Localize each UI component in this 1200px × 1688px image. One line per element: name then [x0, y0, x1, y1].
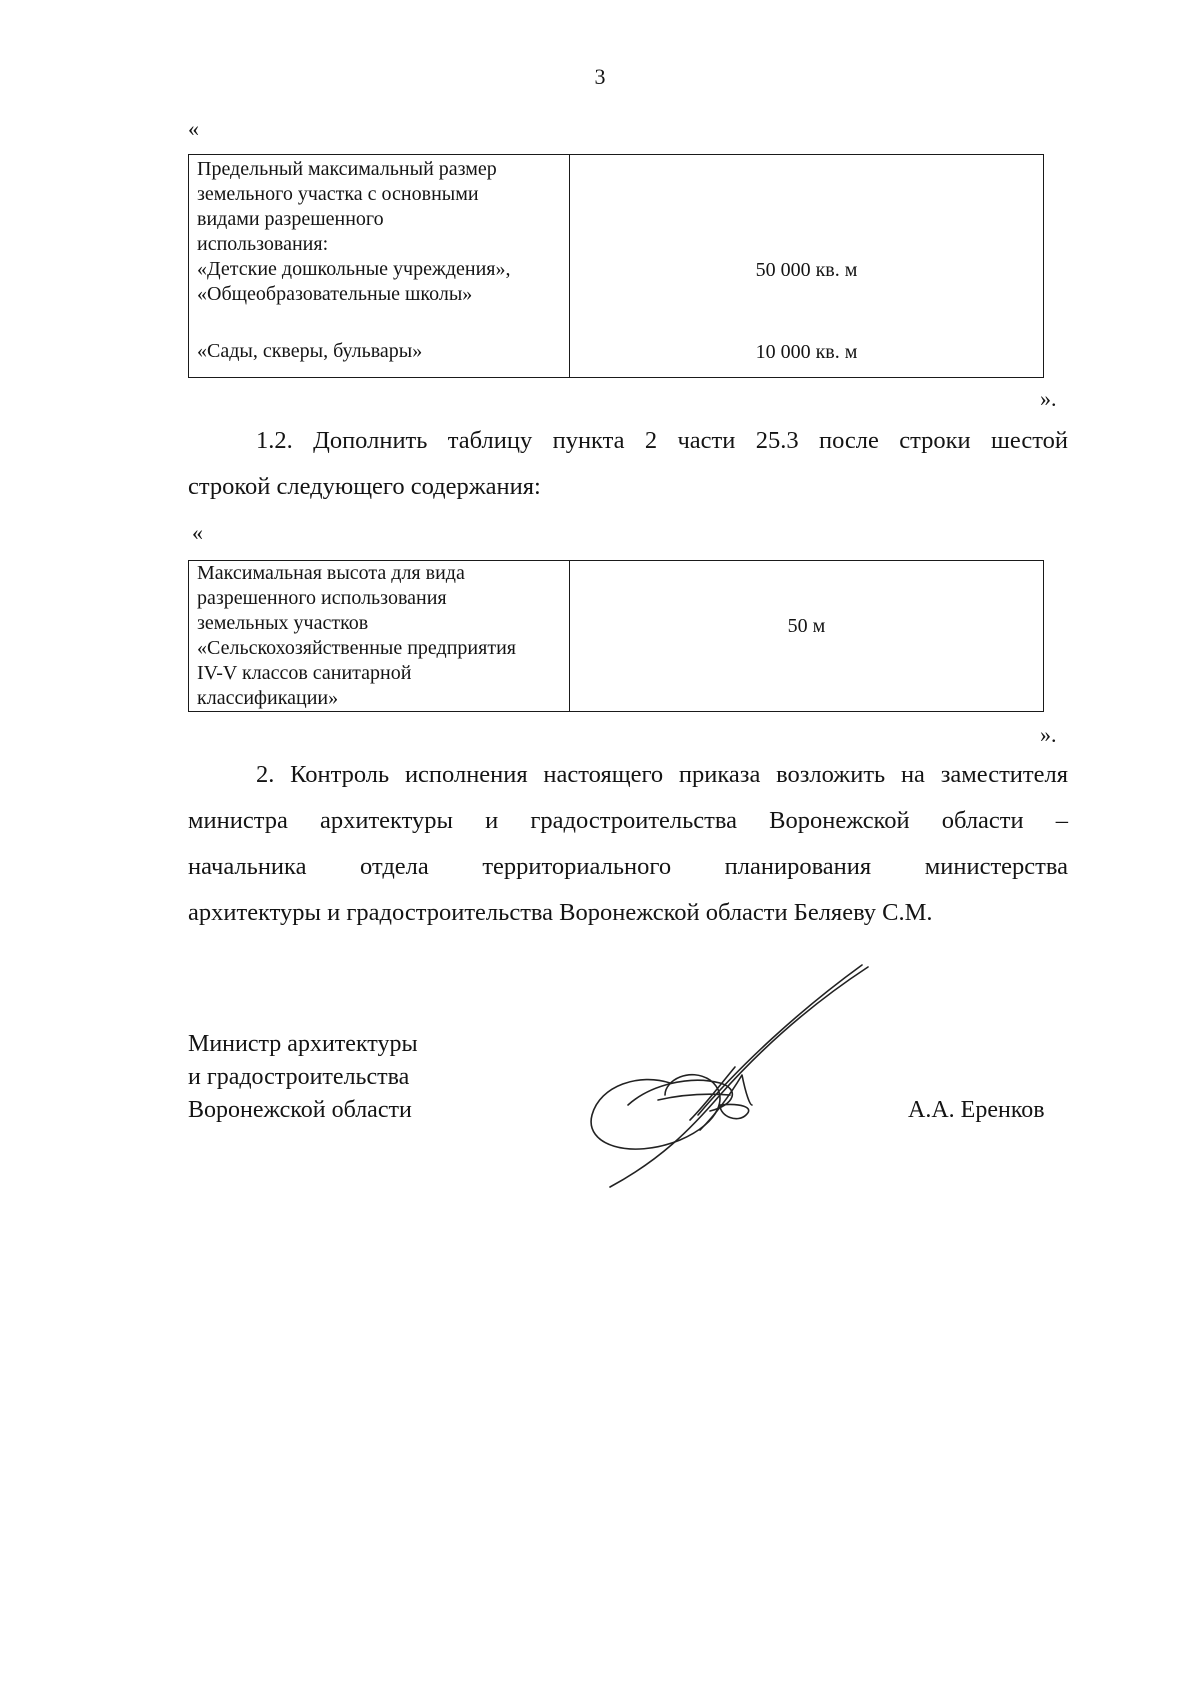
signatory-name: А.А. Еренков	[908, 1097, 1045, 1123]
table-cell-parameter	[189, 561, 570, 712]
paragraph-1-2	[188, 418, 1068, 510]
paragraph-line: 2. Контроль исполнения настоящего приказа возложить на заместителя	[256, 761, 1068, 788]
table1-open-quote: «	[188, 116, 199, 141]
table2-close-quote: ».	[1040, 722, 1057, 747]
signatory-position	[188, 1028, 418, 1127]
table-plot-size	[188, 154, 1044, 378]
cell-line: «Сельскохозяйственные предприятия	[197, 637, 516, 659]
handwritten-signature	[570, 955, 880, 1195]
cell-line: видами разрешенного	[197, 208, 384, 230]
cell-value: 50 м	[787, 615, 826, 637]
paragraph-2	[188, 752, 1068, 936]
table-row	[189, 339, 1044, 378]
cell-line: «Сады, скверы, бульвары»	[197, 340, 423, 362]
table-row	[189, 561, 1044, 712]
table-cell-value	[570, 561, 1044, 712]
cell-line: Максимальная высота для вида	[197, 562, 465, 584]
table-max-height	[188, 560, 1044, 712]
paragraph-line: строкой следующего содержания:	[188, 473, 541, 500]
table-cell-parameter	[189, 339, 570, 378]
cell-value: 10 000 кв. м	[755, 341, 858, 363]
position-line: Воронежской области	[188, 1097, 412, 1123]
cell-line: земельных участков	[197, 612, 369, 634]
paragraph-line: архитектуры и градостроительства Воронежской области Беляеву С.М.	[188, 899, 933, 926]
cell-line: Предельный максимальный размер	[197, 158, 497, 180]
cell-line: использования:	[197, 233, 329, 255]
cell-value: 50 000 кв. м	[755, 259, 858, 281]
table-cell-value	[570, 339, 1044, 378]
page-number: 3	[594, 64, 606, 89]
table2-open-quote: «	[192, 520, 203, 545]
paragraph-line: министра архитектуры и градостроительства Воронежской области –	[188, 807, 1068, 834]
table-row	[189, 155, 1044, 340]
table1-close-quote: ».	[1040, 386, 1057, 411]
table-cell-parameter	[189, 155, 570, 340]
position-line: Министр архитектуры	[188, 1031, 418, 1057]
cell-line: разрешенного использования	[197, 587, 447, 609]
table-cell-value	[570, 155, 1044, 340]
cell-line: IV-V классов санитарной	[197, 662, 412, 684]
cell-line: «Общеобразовательные школы»	[197, 283, 473, 305]
cell-line: «Детские дошкольные учреждения»,	[197, 258, 511, 280]
cell-line: земельного участка с основными	[197, 183, 479, 205]
cell-line: классификации»	[197, 687, 339, 709]
position-line: и градостроительства	[188, 1064, 410, 1090]
paragraph-line: начальника отдела территориального планирования министерства	[188, 853, 1068, 880]
paragraph-line: 1.2. Дополнить таблицу пункта 2 части 25.3 после строки шестой	[256, 427, 1068, 454]
